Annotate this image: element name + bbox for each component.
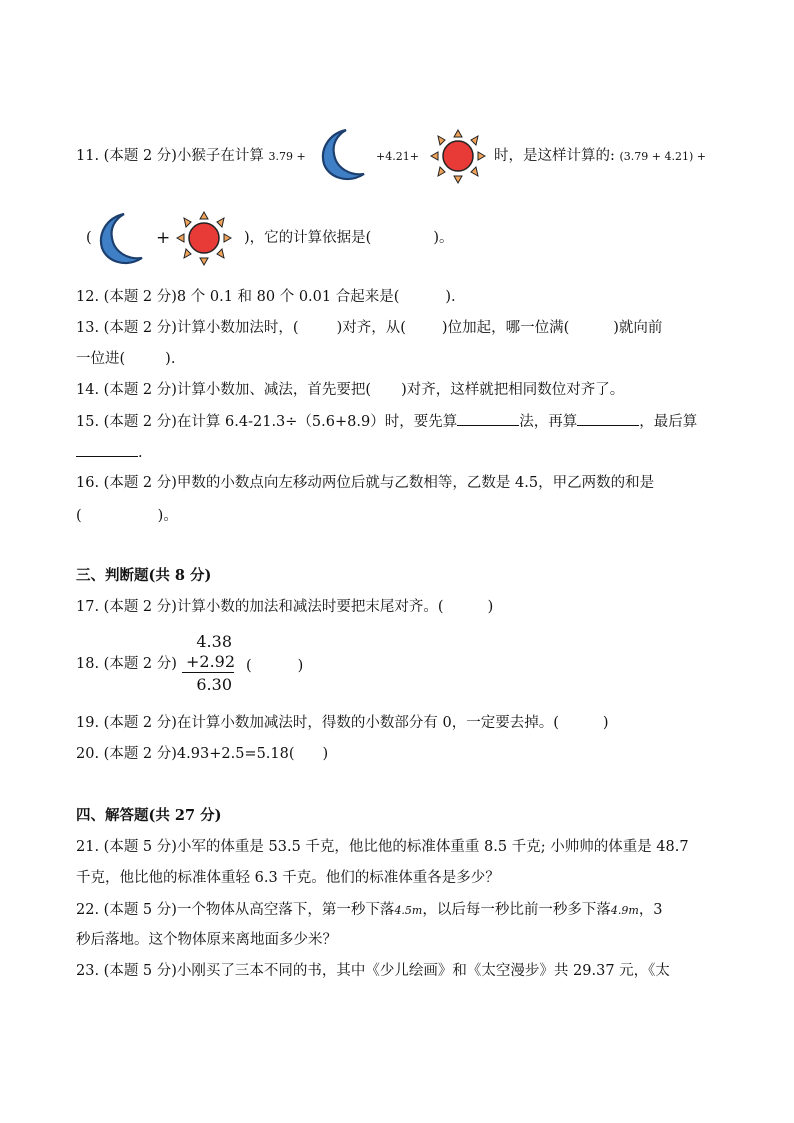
q19	[76, 713, 609, 733]
q11-expr2-wrap	[376, 146, 419, 167]
q18-label: 18. (本题 2 分)	[76, 656, 177, 672]
q11-line2-basis: )，它的计算依据是(	[244, 230, 372, 246]
q11-line2-plus: +	[156, 228, 171, 248]
addend-top: 4.38	[196, 632, 232, 651]
q17-a: 17. (本题 2 分)计算小数的加法和减法时要把末尾对齐。(	[76, 599, 444, 615]
q22-line2: 秒后落地。这个物体原来离地面多少米？	[76, 932, 337, 948]
moon-icon	[316, 126, 372, 188]
q16-line1	[76, 473, 654, 493]
answer-blank[interactable]	[76, 442, 138, 457]
q16-a: 16. (本题 2 分)甲数的小数点向左移动两位后就与乙数相等，乙数是 4.5，甲乙两数的和是	[76, 475, 655, 491]
q11-line2-end: )。	[433, 230, 454, 246]
answer-blank[interactable]	[577, 411, 639, 426]
q22-m2: 4.9m	[610, 904, 639, 917]
answer-blank[interactable]	[457, 411, 519, 426]
q22-line1	[76, 900, 663, 921]
sum-line	[182, 672, 234, 673]
q11-line2-rest	[244, 228, 454, 248]
q22-a3: ，3	[638, 902, 663, 918]
q18-paren-open: (	[246, 658, 252, 674]
q11-expr1: 3.79 +	[268, 150, 306, 163]
q12	[76, 287, 456, 307]
q12-text: 12. (本题 2 分)8 个 0.1 和 80 个 0.01 合起来是(	[76, 289, 400, 305]
q15-b: 法，再算	[519, 414, 578, 430]
q20	[76, 744, 328, 764]
q16-line2	[76, 506, 178, 526]
q15-d: .	[138, 445, 143, 461]
q14	[76, 380, 624, 400]
q13-d: )就向前	[613, 320, 663, 336]
q14-b: )对齐，这样就把相同数位对齐了。	[401, 382, 625, 398]
q13-c: )位加起，哪一位满(	[441, 320, 570, 336]
q17-b: )	[487, 599, 494, 615]
sun-icon	[428, 128, 488, 190]
q11-suffix-wrap	[494, 146, 706, 167]
moon-icon	[94, 210, 150, 272]
addend-bottom: +2.92	[186, 652, 236, 671]
section-title-solutions: 四、解答题(共 27 分)	[76, 807, 222, 824]
q21-line1: 21. (本题 5 分)小军的体重是 53.5 千克，他比他的标准体重重 8.5 千克; 小帅帅的体重是 48.7	[76, 839, 689, 855]
q18-paren	[246, 656, 303, 676]
q16-c: )。	[157, 508, 178, 524]
q13-a: 13. (本题 2 分)计算小数加法时，(	[76, 320, 299, 336]
q17	[76, 597, 493, 617]
q13-line1	[76, 318, 662, 338]
q11-number: 11.	[76, 148, 100, 164]
q11-prefix: (本题 2 分)小猴子在计算	[103, 148, 264, 164]
q15-c: ，最后算	[639, 414, 698, 430]
q20-b: )	[322, 746, 329, 762]
q11-expr2: +4.21+	[376, 150, 419, 163]
q11-line1	[76, 146, 306, 167]
q13-b: )对齐，从(	[336, 320, 406, 336]
q11-expr3: (3.79 + 4.21) +	[619, 150, 706, 163]
q15-a: 15. (本题 2 分)在计算 6.4-21.3÷（5.6+8.9）时，要先算	[76, 414, 458, 430]
q18-paren-close: )	[297, 658, 304, 674]
q14-a: 14. (本题 2 分)计算小数加、减法，首先要把(	[76, 382, 372, 398]
q13-e: 一位进(	[76, 351, 126, 367]
q13-line2	[76, 349, 175, 369]
q19-a: 19. (本题 2 分)在计算小数加减法时，得数的小数部分有 0，一定要去掉。(	[76, 715, 559, 731]
q11-line2-open: (	[86, 230, 92, 246]
section-title-judgement: 三、判断题(共 8 分)	[76, 567, 212, 584]
q13-f: ).	[165, 351, 176, 367]
q19-b: )	[602, 715, 609, 731]
sun-icon	[174, 210, 234, 272]
q12-end: ).	[445, 289, 456, 305]
q11-suffix: 时，是这样计算的:	[494, 148, 615, 164]
q20-a: 20. (本题 2 分)4.93+2.5=5.18(	[76, 746, 295, 762]
q22-a1: 22. (本题 5 分)一个物体从高空落下，第一秒下落	[76, 902, 395, 918]
vertical-addition	[186, 632, 234, 695]
q22-m1: 4.5m	[394, 904, 423, 917]
q16-b: (	[76, 508, 82, 524]
q15-line2	[76, 442, 143, 463]
q23-line1: 23. (本题 5 分)小刚买了三本不同的书，其中《少儿绘画》和《太空漫步》共 29.37 元，《太	[76, 963, 670, 979]
sum-result: 6.30	[196, 675, 232, 694]
q22-a2: ，以后每一秒比前一秒多下落	[422, 902, 611, 918]
q15-line1	[76, 411, 697, 432]
q21-line2: 千克，他比他的标准体重轻 6.3 千克。他们的标准体重各是多少？	[76, 870, 500, 886]
